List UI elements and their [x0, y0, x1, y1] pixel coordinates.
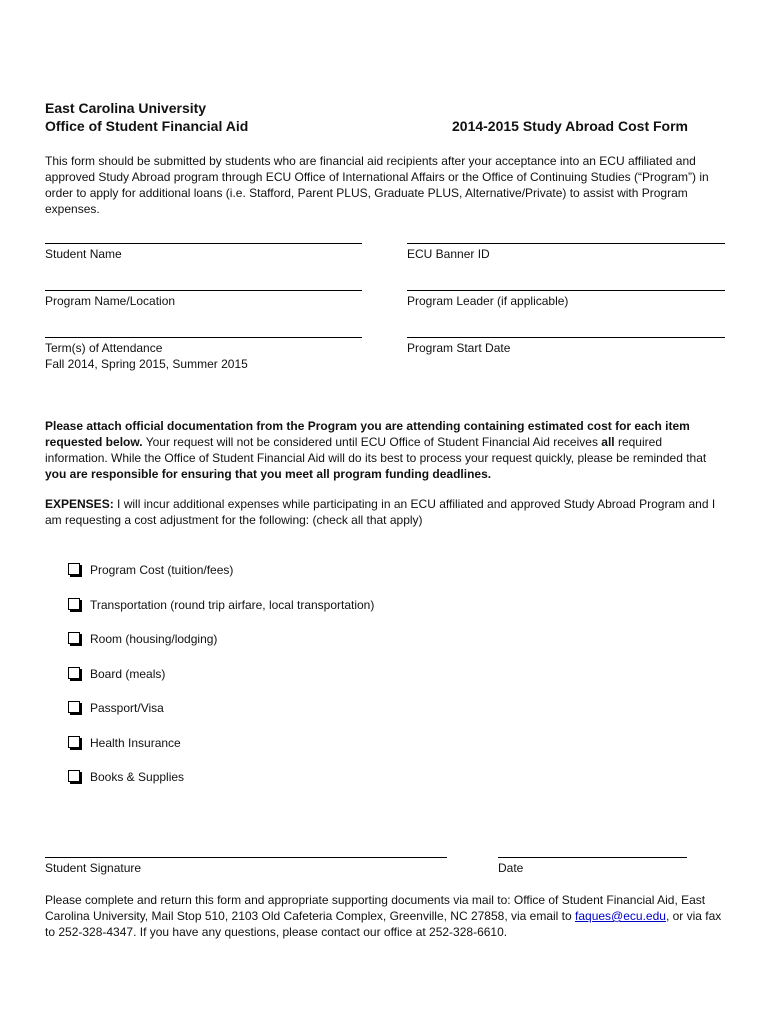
expenses-text: I will incur additional expenses while participating in an ECU affiliated and approved Study Abroad Program and I am requesting a cost adjustment for the following: (check all that apply) — [45, 497, 716, 527]
program-leader-label: Program Leader (if applicable) — [407, 294, 569, 308]
terms-options: Fall 2014, Spring 2015, Summer 2015 — [45, 357, 248, 371]
program-name-label: Program Name/Location — [45, 294, 176, 308]
expense-item-label: Health Insurance — [90, 736, 181, 750]
footer-paragraph — [45, 892, 725, 940]
expense-item-program-cost — [68, 562, 233, 578]
footer-text-2: , or via fax to 252-328-4347. If you have any questions, please contact our office at 252-328-6610. — [45, 909, 722, 939]
expense-item-room — [68, 631, 217, 647]
banner-id-line[interactable] — [407, 243, 725, 244]
program-leader-line[interactable] — [407, 290, 725, 291]
office-name: Office of Student Financial Aid — [45, 118, 249, 134]
checkbox-icon[interactable] — [68, 770, 80, 782]
email-link[interactable]: faques@ecu.edu — [575, 909, 666, 923]
expense-item-label: Books & Supplies — [90, 770, 185, 784]
date-label: Date — [498, 861, 524, 875]
footer-text-1: Please complete and return this form and appropriate supporting documents via mail to: Office of Student Financial Aid, East Carolina University, Mail Stop 510, 2103 Old Cafeteria Complex, Greenville, NC 27858, via email to — [45, 893, 706, 923]
expense-item-label: Program Cost (tuition/fees) — [90, 563, 234, 577]
checkbox-icon[interactable] — [68, 667, 80, 679]
expense-item-transportation — [68, 597, 374, 613]
checkbox-icon[interactable] — [68, 598, 80, 610]
program-name-line[interactable] — [45, 290, 362, 291]
terms-label: Term(s) of Attendance — [45, 341, 163, 355]
student-signature-label: Student Signature — [45, 861, 142, 875]
date-line[interactable] — [498, 857, 687, 858]
expense-item-health-insurance — [68, 735, 181, 751]
start-date-line[interactable] — [407, 337, 725, 338]
expense-item-label: Room (housing/lodging) — [90, 632, 218, 646]
terms-line[interactable] — [45, 337, 362, 338]
intro-paragraph: This form should be submitted by students who are financial aid recipients after your acceptance into an ECU affiliated and approved Study Abroad program through ECU Office of International Affairs or the Office of Continuing Studies (“Program”) in order to apply for additional loans (i.e. Stafford, Parent PLUS, Graduate PLUS, Alternative/Private) to assist with Program expenses. — [45, 154, 709, 216]
student-name-label: Student Name — [45, 247, 122, 261]
notice-paragraph — [45, 418, 725, 482]
banner-id-label: ECU Banner ID — [407, 247, 490, 261]
expense-item-label: Transportation (round trip airfare, local transportation) — [90, 598, 375, 612]
expense-item-passport — [68, 700, 164, 716]
checkbox-icon[interactable] — [68, 736, 80, 748]
start-date-label: Program Start Date — [407, 341, 511, 355]
expense-item-board — [68, 666, 165, 682]
university-name: East Carolina University — [45, 100, 207, 116]
student-name-line[interactable] — [45, 243, 362, 244]
notice-bold-lead: Please attach official documentation from the Program you are attending containing estimated cost for each item requested below. — [45, 419, 690, 449]
notice-bold-all: all — [601, 435, 615, 449]
notice-text-1: Your request will not be considered until ECU Office of Student Financial Aid receives — [142, 435, 602, 449]
expense-item-label: Board (meals) — [90, 667, 166, 681]
expenses-paragraph — [45, 496, 725, 528]
expense-item-label: Passport/Visa — [90, 701, 164, 715]
expense-item-books — [68, 769, 184, 785]
checkbox-icon[interactable] — [68, 701, 80, 713]
checkbox-icon[interactable] — [68, 632, 80, 644]
notice-text-2: required information. While the Office of Student Financial Aid will do its best to process your request quickly, please be reminded that — [45, 435, 707, 465]
form-title: 2014-2015 Study Abroad Cost Form — [452, 118, 688, 134]
student-signature-line[interactable] — [45, 857, 447, 858]
notice-bold-end: you are responsible for ensuring that you meet all program funding deadlines. — [45, 467, 492, 481]
checkbox-icon[interactable] — [68, 563, 80, 575]
expenses-label: EXPENSES: — [45, 497, 114, 511]
